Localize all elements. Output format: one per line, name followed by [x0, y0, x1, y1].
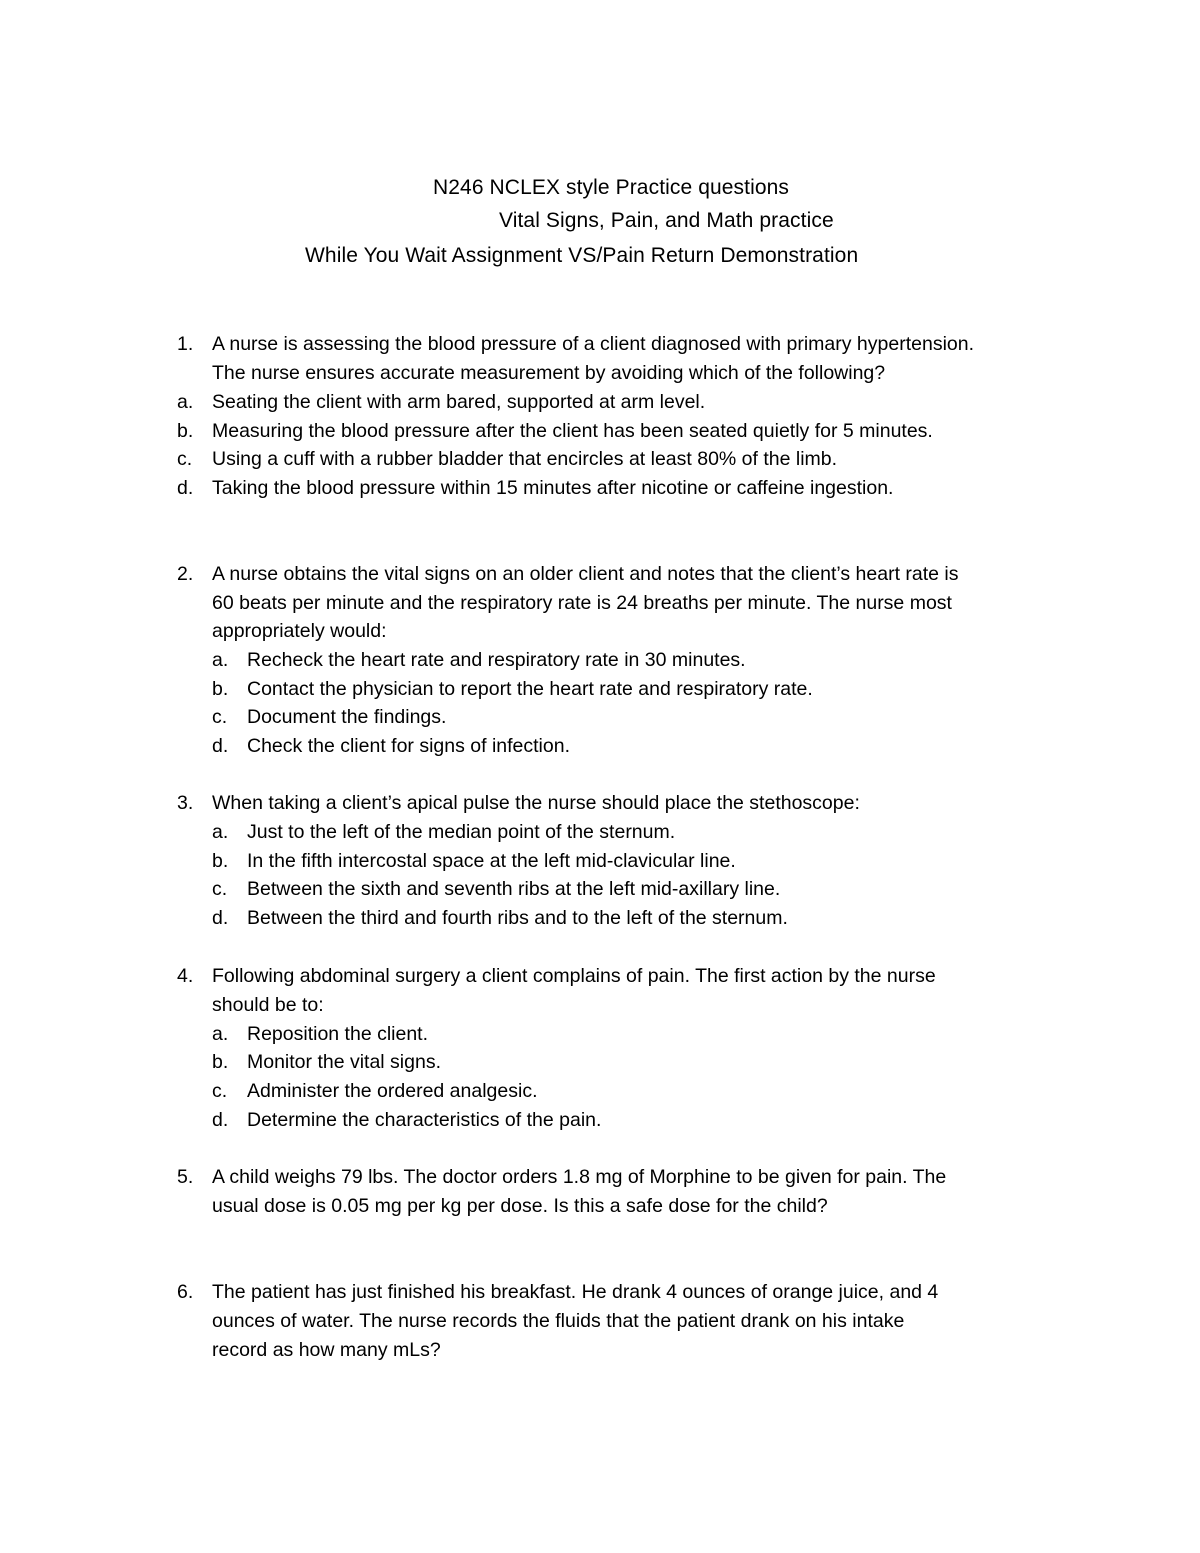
answer-option: Using a cuff with a rubber bladder that encircles at least 80% of the limb.	[212, 448, 838, 470]
option-letter: d.	[212, 735, 229, 757]
question-stem: 60 beats per minute and the respiratory rate is 24 breaths per minute. The nurse most	[212, 592, 952, 614]
question-stem: record as how many mLs?	[212, 1339, 441, 1361]
answer-option: In the fifth intercostal space at the left mid-clavicular line.	[247, 850, 736, 872]
question-stem: The nurse ensures accurate measurement by avoiding which of the following?	[212, 362, 886, 384]
option-letter: a.	[212, 649, 229, 671]
option-letter: c.	[177, 448, 193, 470]
answer-option: Determine the characteristics of the pain.	[247, 1109, 602, 1131]
question-number: 6.	[177, 1281, 194, 1303]
option-letter: b.	[177, 420, 194, 442]
option-letter: b.	[212, 1051, 229, 1073]
option-letter: d.	[212, 1109, 229, 1131]
question-stem: When taking a client’s apical pulse the nurse should place the stethoscope:	[212, 792, 860, 814]
answer-option: Recheck the heart rate and respiratory rate in 30 minutes.	[247, 649, 746, 671]
option-letter: b.	[212, 678, 229, 700]
question-stem: Following abdominal surgery a client complains of pain. The first action by the nurse	[212, 965, 936, 987]
answer-option: Contact the physician to report the heart rate and respiratory rate.	[247, 678, 813, 700]
question-stem: A nurse obtains the vital signs on an older client and notes that the client’s heart rate is	[212, 563, 959, 585]
question-number: 3.	[177, 792, 194, 814]
option-letter: d.	[212, 907, 229, 929]
document-subtitle-2: While You Wait Assignment VS/Pain Return Demonstration	[305, 244, 859, 267]
document-title: N246 NCLEX style Practice questions	[433, 176, 789, 199]
question-stem: should be to:	[212, 994, 324, 1016]
question-number: 4.	[177, 965, 194, 987]
answer-option: Monitor the vital signs.	[247, 1051, 442, 1073]
question-number: 2.	[177, 563, 194, 585]
answer-option: Seating the client with arm bared, supported at arm level.	[212, 391, 706, 413]
answer-option: Document the findings.	[247, 706, 447, 728]
question-stem: appropriately would:	[212, 620, 387, 642]
answer-option: Between the sixth and seventh ribs at the left mid-axillary line.	[247, 878, 781, 900]
answer-option: Between the third and fourth ribs and to the left of the sternum.	[247, 907, 788, 929]
option-letter: c.	[212, 878, 228, 900]
option-letter: a.	[212, 1023, 229, 1045]
document-subtitle: Vital Signs, Pain, and Math practice	[499, 209, 834, 232]
question-stem: A nurse is assessing the blood pressure of a client diagnosed with primary hypertension.	[212, 333, 975, 355]
question-stem: A child weighs 79 lbs. The doctor orders 1.8 mg of Morphine to be given for pain. The	[212, 1166, 947, 1188]
answer-option: Measuring the blood pressure after the client has been seated quietly for 5 minutes.	[212, 420, 933, 442]
option-letter: a.	[212, 821, 229, 843]
answer-option: Reposition the client.	[247, 1023, 429, 1045]
answer-option: Administer the ordered analgesic.	[247, 1080, 538, 1102]
option-letter: c.	[212, 706, 228, 728]
question-number: 1.	[177, 333, 194, 355]
option-letter: d.	[177, 477, 194, 499]
question-stem: The patient has just finished his breakfast. He drank 4 ounces of orange juice, and 4	[212, 1281, 939, 1303]
option-letter: c.	[212, 1080, 228, 1102]
question-stem: ounces of water. The nurse records the fluids that the patient drank on his intake	[212, 1310, 905, 1332]
answer-option: Check the client for signs of infection.	[247, 735, 570, 757]
question-stem: usual dose is 0.05 mg per kg per dose. Is this a safe dose for the child?	[212, 1195, 828, 1217]
option-letter: b.	[212, 850, 229, 872]
option-letter: a.	[177, 391, 194, 413]
answer-option: Just to the left of the median point of the sternum.	[247, 821, 676, 843]
answer-option: Taking the blood pressure within 15 minutes after nicotine or caffeine ingestion.	[212, 477, 894, 499]
question-number: 5.	[177, 1166, 194, 1188]
